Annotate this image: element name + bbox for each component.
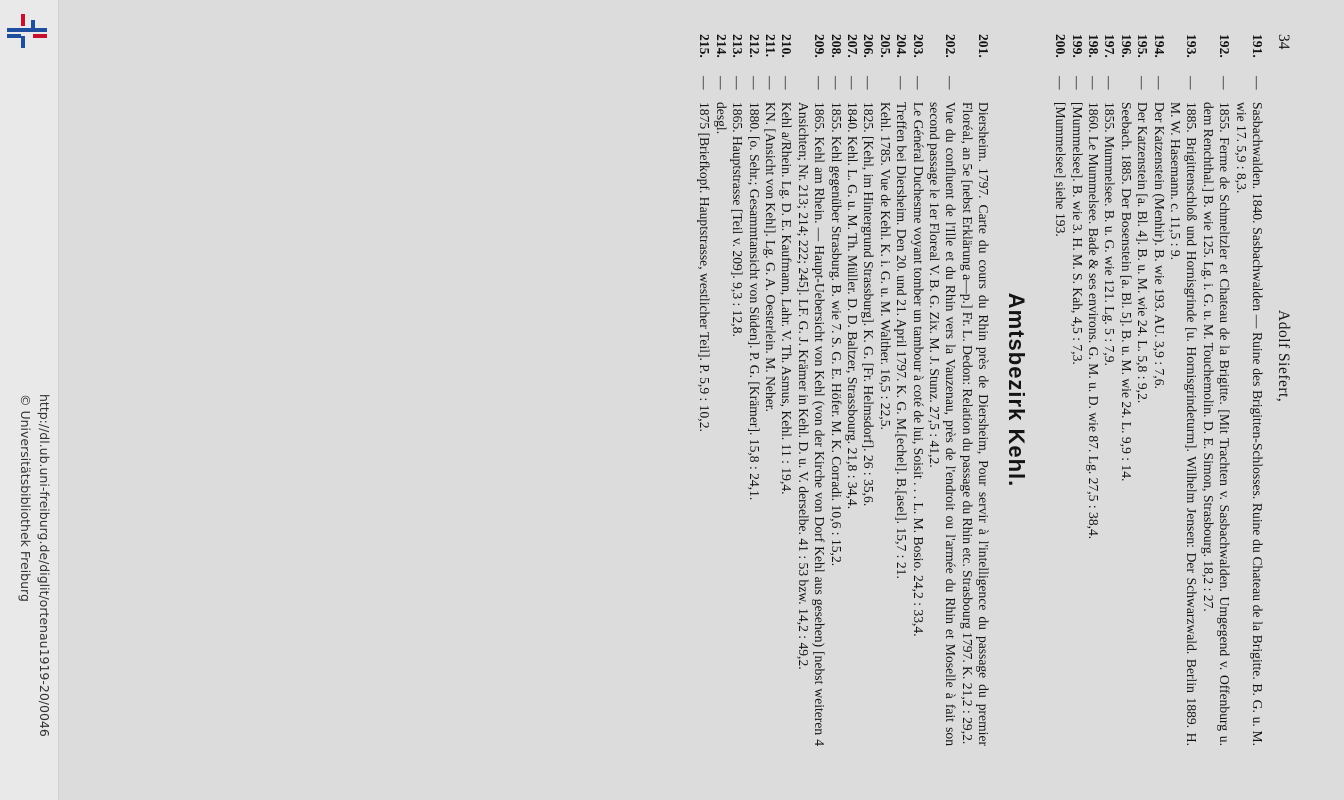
entry-dash: — <box>812 76 828 90</box>
catalog-entry <box>1085 34 1101 746</box>
entry-dash: — <box>779 76 795 90</box>
catalog-entry <box>1232 34 1265 746</box>
entry-number: 196. <box>1118 34 1134 58</box>
entry-dash <box>959 76 992 102</box>
entry-dash: — <box>697 76 713 90</box>
entry-number: 193. <box>1184 34 1200 58</box>
catalog-entry <box>893 34 909 746</box>
entry-dash: — <box>910 76 926 90</box>
catalog-entry <box>794 34 827 746</box>
catalog-entry <box>860 34 876 746</box>
scanned-page <box>59 0 1344 800</box>
entry-text: 1840. Kehl. L. G. u. M. Th. Müller. D. D. Baltzer, Strassbourg. 21,8 : 34,4. <box>845 102 861 510</box>
catalog-entry <box>762 34 778 746</box>
sidebar <box>0 0 59 800</box>
catalog-entry <box>1101 34 1117 746</box>
entry-text: 1855. Ferme de Schmeltzler et Chateau de la Brigitte. [Mit Trachten v. Sasbachwalden. Umgegend v. Offenburg u. dem Renchthal.] B. wie 125. Lg. i. G. u. M. Touchemolin. D. E. Simon, Strasbourg. 18,2 : 27. <box>1200 102 1233 746</box>
catalog-entry <box>1134 34 1150 746</box>
entry-number: 209. <box>812 34 828 58</box>
entry-dash: — <box>713 76 729 90</box>
entry-number: 192. <box>1217 34 1233 58</box>
catalog-entry <box>1199 34 1232 746</box>
catalog-entry <box>1068 34 1084 746</box>
entry-dash: — <box>861 76 877 90</box>
catalog-entry <box>1052 34 1068 746</box>
entry-number: 206. <box>861 34 877 58</box>
entry-dash: — <box>1135 76 1151 90</box>
page-number: 34 <box>1275 34 1292 50</box>
catalog-entry <box>1167 34 1200 746</box>
entry-dash: — <box>845 76 861 90</box>
entry-text: Kehl a/Rhein. Lg. D. E. Kaufmann, Lahr. V. Th. Asmus, Kehl. 11 : 19,4. <box>779 102 795 495</box>
entry-dash: — <box>1250 76 1265 90</box>
entry-text: Treffen bei Diersheim. Den 20. und 21. April 1797. K. G. M.[echel]. B.[asel]. 15,7 : 21. <box>894 102 910 579</box>
entry-text: Le Général Duchesme voyant tomber un tambour à coté de lui, Soisit . . . L. M. Bosio. 24,2 : 33,4. <box>910 102 926 637</box>
entry-dash: — <box>746 76 762 90</box>
page-header <box>1271 34 1291 746</box>
section-title: Amtsbezirk Kehl. <box>1003 292 1029 488</box>
entry-text: Kehl. 1785. Vue de Kehl. K. i. G. u. M. Walther. 16,5 : 22,5. <box>877 102 893 430</box>
entry-text: Der Katzenstein (Menhir). B. wie 193. AU. 3,9 : 7,6. <box>1151 102 1167 389</box>
entry-dash: — <box>894 76 910 90</box>
catalog-entry <box>909 34 925 746</box>
catalog-entry <box>712 34 728 746</box>
catalog-entry <box>844 34 860 746</box>
entry-number: 213. <box>730 34 746 58</box>
entry-number: 194. <box>1151 34 1167 58</box>
entry-number: 207. <box>845 34 861 58</box>
entry-text: 1875 [Briefkopf. Hauptstrasse, westlicher Teil]. P. 5,9 : 10,2. <box>697 102 713 432</box>
entry-dash: — <box>1085 76 1101 90</box>
catalog-entry <box>926 34 959 746</box>
entry-dash: — <box>730 76 746 90</box>
entry-dash: — <box>1102 76 1118 90</box>
entry-text: Vue du confluent de l'Ille et du Rhin vers la Vauzenau, près de l'endroit ou l'armée du Rhin et Moselle à fait son second passage le 1er Floreal V. B. G. Zix. M. J. Stunz. 27,5 : 41,2. <box>927 102 959 746</box>
catalog-list-bottom <box>696 34 991 746</box>
entry-dash: — <box>1053 76 1069 90</box>
entry-number: 191. <box>1250 34 1265 58</box>
catalog-entry <box>876 34 892 746</box>
entry-text: 1855. Mummelsee. B. u. G. wie 121. Lg. 5 : 7,9. <box>1102 102 1118 366</box>
entry-number: 205. <box>877 34 893 58</box>
catalog-entry <box>729 34 745 746</box>
entry-number: 214. <box>713 34 729 58</box>
entry-number: 204. <box>894 34 910 58</box>
catalog-entry <box>959 34 992 746</box>
entry-dash <box>1117 76 1133 102</box>
entry-number: 210. <box>779 34 795 58</box>
catalog-entry <box>1117 34 1133 746</box>
entry-text: desgl. <box>713 102 729 135</box>
entry-number: 215. <box>697 34 713 58</box>
catalog-entry <box>696 34 712 746</box>
permalink-url[interactable]: http://dl.ub.uni-freiburg.de/diglit/ortenau1919-20/0046 <box>37 394 52 737</box>
entry-dash: — <box>1069 76 1085 90</box>
entry-dash: — <box>1151 76 1167 90</box>
entry-dash <box>876 76 892 102</box>
entry-text: Seebach. 1885. Der Bosenstein [a. Bl. 5]. B. u. M. wie 24. L. 9,9 : 14. <box>1118 102 1134 482</box>
entry-number: 195. <box>1135 34 1151 58</box>
entry-text: 1880. [o. Sehr.; Gesammtansicht von Süden]. P. G. [Krämer]. 15,8 : 24,1. <box>746 102 762 501</box>
entry-number: 211. <box>763 34 779 58</box>
running-title: Adolf Siefert, <box>1275 310 1292 403</box>
catalog-entry <box>827 34 843 746</box>
entry-number: 198. <box>1085 34 1101 58</box>
entry-number: 201. <box>976 34 992 58</box>
entry-number: 202. <box>943 34 959 58</box>
entry-dash: — <box>828 76 844 90</box>
entry-number: 212. <box>746 34 762 58</box>
catalog-entry <box>1150 34 1166 746</box>
entry-number: 197. <box>1102 34 1118 58</box>
catalog-list-top <box>1052 34 1265 746</box>
entry-number: 199. <box>1069 34 1085 58</box>
entry-text: 1865. Kehl am Rhein. — Haupt-Uebersicht von Kehl (von der Kirche von Dorf Kehl aus gesehen) [nebst weiteren 4 Ansichten; Nr. 213; 214; 222; 245]. LF. G. J. Krämer in Kehl. D. u. V. derselbe. 41 : 53 bzw. 14,2 : 49,2. <box>795 102 828 746</box>
entry-text: 1860. Le Mummelsee. Bade & ses environs. G. M. u. D. wie 87. Lg. 27,5 : 38,4. <box>1085 102 1101 540</box>
entry-text: Diersheim. 1797. Carte du cours du Rhin près de Diersheim, Pour servir à l'intelligence du passage du premier Floréal, an 5e [nebst Erklärung a—p.] Fr. L. Dedon: Relation du passage du Rhin etc. Strasbourg 1797. K. 21,2 : 29,2. <box>959 102 992 746</box>
entry-text: [Mummelsee] siehe 193. <box>1053 102 1069 237</box>
entry-text: Sasbachwalden. 1840. Sasbachwalden — Ruine des Brigitten-Schlosses. Ruine du Chateau de la Brigitte. B. G. u. M. wie 17. 5,9 : 8,3. <box>1233 102 1265 746</box>
entry-number: 203. <box>910 34 926 58</box>
entry-text: 1865. Hauptstrasse [Teil v. 209]. 9,3 : 12,8. <box>730 102 746 337</box>
entry-text: 1885. Brigittenschloß und Hornisgrinde [u. Hornisgrindeturm]. Wilhelm Jensen: Der Schwarzwald. Berlin 1889. H. M. W. Hasemann. c. 11,5 : 9. <box>1167 102 1200 746</box>
sidebar-text <box>4 0 54 800</box>
entry-number: 208. <box>828 34 844 58</box>
catalog-entry <box>778 34 794 746</box>
entry-text: 1825. [Kehl, im Hintergrund Strassburg]. K. G. [Fr. Helmsdorf]. 26 : 35,6. <box>861 102 877 507</box>
entry-text: Der Katzenstein [a. Bl. 4]. B. u. M. wie 24. L. 5,8 : 9,2. <box>1135 102 1151 404</box>
entry-number: 200. <box>1053 34 1069 58</box>
catalog-entry <box>745 34 761 746</box>
entry-text: 1855. Kehl gegenüber Strasburg. B. wie 7. S. G. E. Höfer. M. K. Corradi. 10,6 : 15,2. <box>828 102 844 567</box>
copyright-notice: © Universitätsbibliothek Freiburg <box>18 394 33 602</box>
entry-dash: — <box>1217 76 1233 90</box>
entry-dash: — <box>1184 76 1200 90</box>
entry-text: [Mummelsee]. B. wie 3. H. M. S. Kah, 4,5 : 7,3. <box>1069 102 1085 365</box>
page-content <box>191 34 1291 746</box>
entry-text: KN. [Ansicht von Kehl]. Lg. G. A. Oesterlein. M. Neher. <box>763 102 779 412</box>
entry-dash: — <box>763 76 779 90</box>
entry-dash: — <box>943 76 959 90</box>
